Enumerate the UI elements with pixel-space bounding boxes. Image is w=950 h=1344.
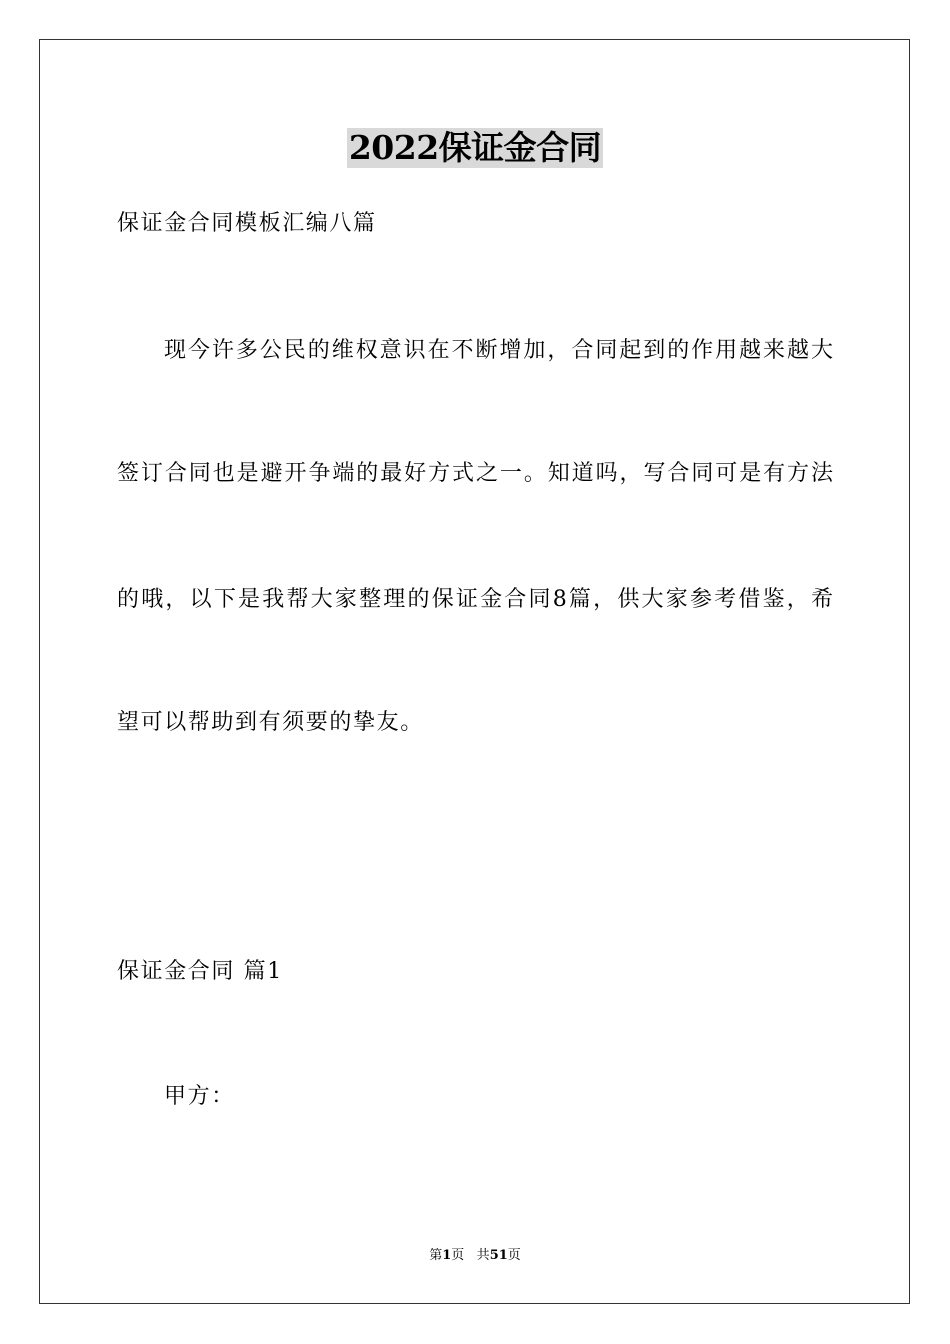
intro-line-2: 签订合同也是避开争端的最好方式之一。知道吗，写合同可是有方法 bbox=[117, 461, 833, 486]
footer-page-prefix: 第 bbox=[429, 1248, 443, 1263]
document-title: 2022保证金合同 bbox=[348, 128, 602, 167]
intro-line-4: 望可以帮助到有须要的挚友。 bbox=[117, 710, 424, 735]
party-a-label: 甲方： bbox=[164, 1084, 235, 1109]
intro-line-3: 的哦，以下是我帮大家整理的保证金合同8篇，供大家参考借鉴，希 bbox=[117, 587, 833, 612]
page-footer bbox=[0, 1247, 950, 1265]
footer-page-number: 1 bbox=[442, 1248, 452, 1263]
footer-total-pages: 51 bbox=[489, 1248, 508, 1263]
footer-total-suffix: 页 bbox=[507, 1248, 521, 1263]
intro-line-1: 现今许多公民的维权意识在不断增加，合同起到的作用越来越大 bbox=[164, 338, 833, 363]
title-wrap bbox=[0, 128, 950, 168]
footer-page-suffix: 页 bbox=[451, 1248, 465, 1263]
document-subtitle: 保证金合同模板汇编八篇 bbox=[117, 211, 377, 236]
footer-total-prefix: 共 bbox=[476, 1248, 490, 1263]
section-heading: 保证金合同 篇1 bbox=[117, 959, 283, 984]
